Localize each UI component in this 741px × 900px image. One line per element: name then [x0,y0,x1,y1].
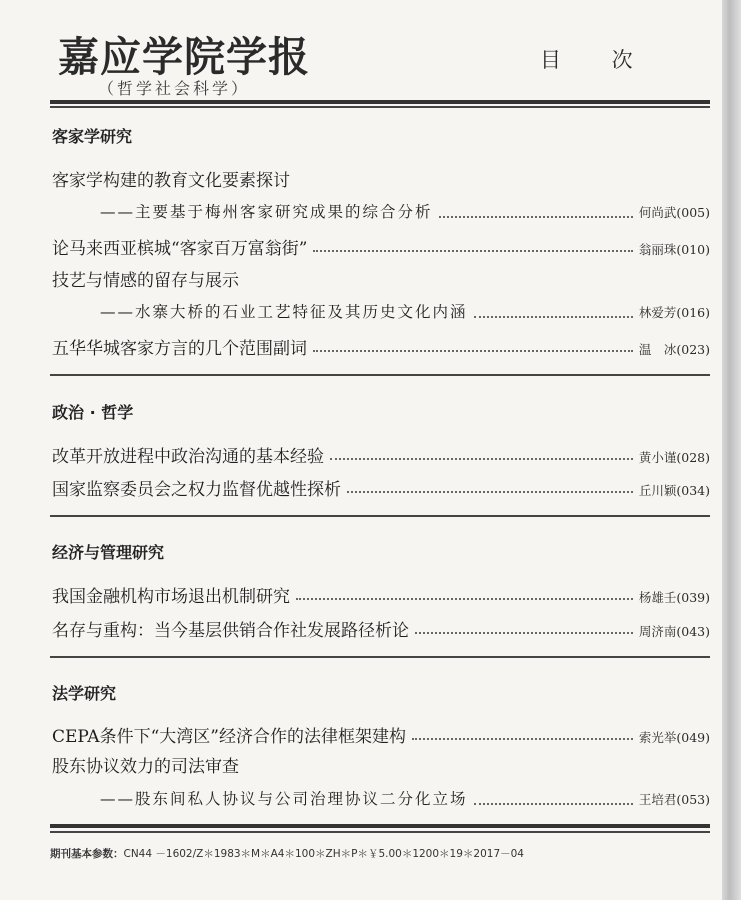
toc-entry-page: (053) [676,792,710,807]
section-divider [50,656,710,658]
toc-entry-title: CEPA条件下“大湾区”经济合作的法律框架建构 [52,727,406,747]
leader-dots [296,597,633,600]
toc-entry-title[interactable]: 客家学构建的教育文化要素探讨 [52,171,290,191]
toc-entry-author: 王培君 [638,792,677,807]
toc-entry-author: 周济南 [638,624,677,639]
toc-entry-page: (005) [676,205,710,220]
toc-entry[interactable] [52,475,710,501]
section-heading-law-studies: 法学研究 [52,684,117,703]
section-heading-hakka-studies: 客家学研究 [52,127,133,146]
toc-entry-author: 温 冰 [638,342,677,357]
leader-dots [347,490,633,493]
journal-parameters-value: CN44 －1602/Z＊1983＊M＊A4＊100＊ZH＊P＊￥5.00＊1200＊19＊2017－04 [123,848,524,860]
toc-entry-author: 丘川颖 [638,483,677,498]
toc-entry-page: (010) [676,242,710,257]
toc-entry[interactable] [52,616,710,642]
toc-entry-author: 黄小谨 [638,450,677,465]
toc-entry[interactable] [52,334,710,360]
toc-entry[interactable] [52,442,710,468]
toc-entry-title: 名存与重构：当今基层供销合作社发展路径析论 [52,621,409,641]
section-heading-economics-management: 经济与管理研究 [52,543,165,562]
toc-entry[interactable] [100,300,710,326]
toc-entry[interactable] [52,582,710,608]
toc-entry-page: (028) [676,450,710,465]
leader-dots [313,249,632,252]
toc-entry-page: (034) [676,483,710,498]
leader-dots [474,802,633,805]
toc-entry[interactable] [52,722,710,748]
toc-entry[interactable] [100,787,710,813]
toc-entry-page: (039) [676,590,710,605]
section-heading-politics-philosophy: 政治 · 哲学 [52,403,134,422]
leader-dots [474,315,633,318]
toc-entry-title: 国家监察委员会之权力监督优越性探析 [52,480,341,500]
page-edge-shadow [722,0,741,900]
toc-entry-page: (043) [676,624,710,639]
journal-parameters-label: 期刊基本参数： [50,848,124,860]
toc-entry-title: 五华华城客家方言的几个范围副词 [52,339,307,359]
toc-entry-author: 杨雄壬 [638,590,677,605]
toc-entry-title: 我国金融机构市场退出机制研究 [52,587,290,607]
header-divider-thin [50,106,710,108]
toc-entry-subtitle: ——股东间私人协议与公司治理协议二分化立场 [100,790,468,808]
section-divider [50,515,710,517]
toc-entry-title[interactable]: 股东协议效力的司法审查 [52,757,239,777]
footer-divider [50,824,710,828]
section-divider [50,374,710,376]
leader-dots [415,631,633,634]
toc-entry-author: 何尚武 [638,205,677,220]
toc-entry-page: (049) [676,730,710,745]
journal-subtitle: （哲学社会科学） [98,79,251,98]
toc-entry-subtitle: ——水寨大桥的石业工艺特征及其历史文化内涵 [100,303,468,321]
toc-entry-subtitle: ——主要基于梅州客家研究成果的综合分析 [100,203,433,221]
toc-entry-title: 改革开放进程中政治沟通的基本经验 [52,447,324,467]
toc-entry-title: 论马来西亚槟城“客家百万富翁街” [52,239,308,259]
toc-entry-page: (016) [676,305,710,320]
journal-parameters [50,846,524,861]
toc-entry-author: 索光举 [638,730,677,745]
leader-dots [439,215,633,218]
toc-entry-author: 林爱芳 [638,305,677,320]
contents-label: 目 次 [540,48,633,72]
toc-entry[interactable] [52,234,710,260]
toc-entry-title[interactable]: 技艺与情感的留存与展示 [52,271,239,291]
header-divider [50,100,710,104]
toc-entry-page: (023) [676,342,710,357]
footer-divider-thin [50,831,710,833]
toc-entry-author: 翁丽珠 [638,242,677,257]
leader-dots [412,737,633,740]
journal-title: 嘉应学院学报 [58,33,310,81]
leader-dots [313,349,633,352]
leader-dots [330,457,633,460]
toc-entry[interactable] [100,200,710,226]
